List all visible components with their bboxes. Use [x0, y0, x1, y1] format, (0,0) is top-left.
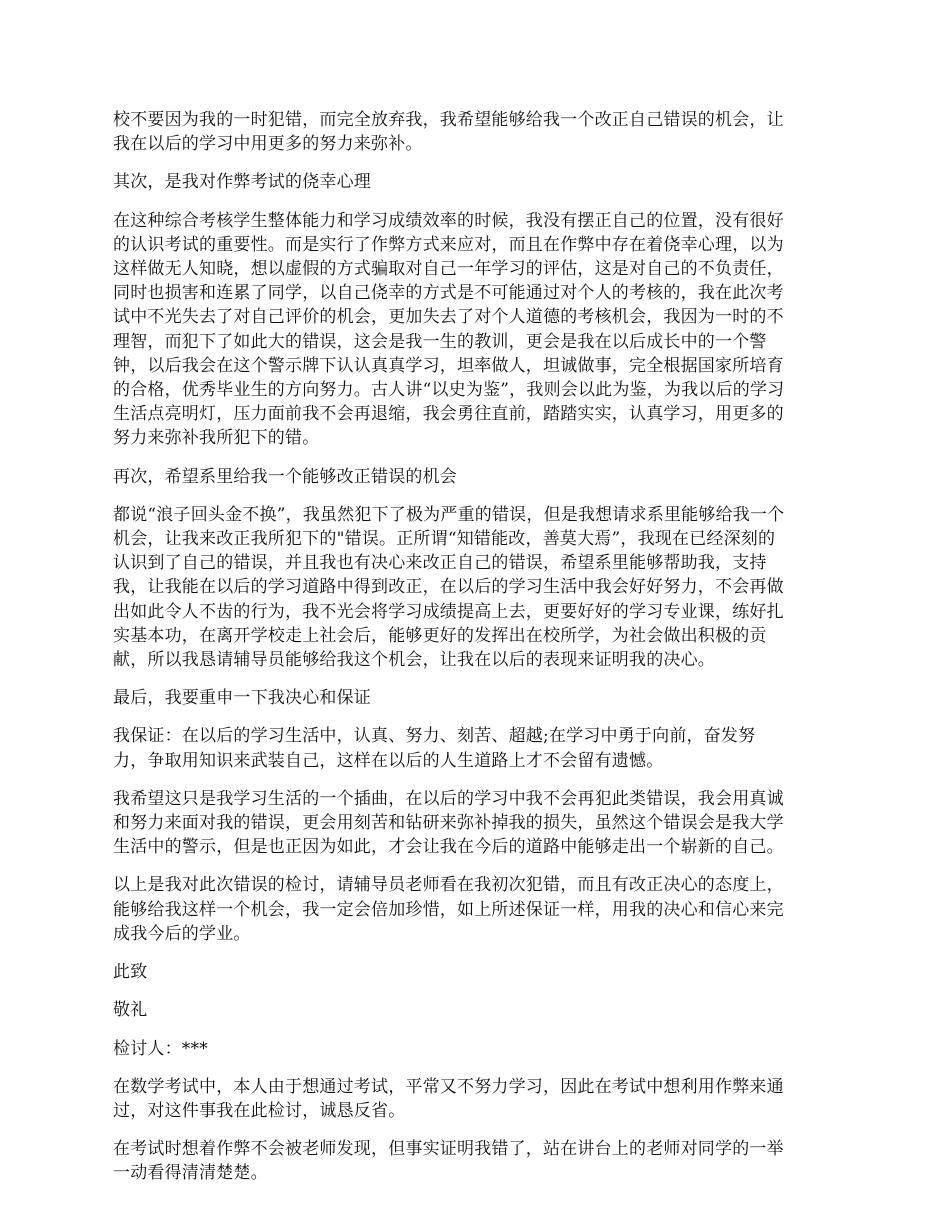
paragraph-continuation	[113, 108, 838, 156]
text-line: 生活点亮明灯，压力面前我不会再退缩，我会勇往直前，踏踏实实，认真学习，用更多的	[113, 404, 784, 425]
text-line: 机会，让我来改正我所犯下的"错误。正所谓“知错能改，善莫大焉”，我现在已经深刻的	[113, 529, 776, 550]
text-line: 在考试时想着作弊不会被老师发现，但事实证明我错了，站在讲台上的老师对同学的一举	[113, 1139, 784, 1160]
paragraph-hope	[113, 787, 838, 860]
text-line: 在数学考试中，本人由于想通过考试，平常又不努力学习，因此在考试中想利用作弊来通	[113, 1076, 784, 1097]
text-line: 献，所以我恳请辅导员能够给我这个机会，让我在以后的表现来证明我的决心。	[113, 650, 715, 671]
text-line: 实基本功，在离开学校走上社会后，能够更好的发挥出在校所学，为社会做出积极的贡	[113, 625, 767, 646]
closing-regards	[113, 998, 838, 1022]
paragraph-math-exam	[113, 1075, 838, 1123]
text-line: 努力来弥补我所犯下的错。	[113, 428, 320, 449]
section-heading-cheating-mentality	[113, 170, 838, 194]
text-line: 理智，而犯下了如此大的错误，这会是我一生的教训，更会是我在以后成长中的一个警	[113, 331, 767, 352]
signature-line	[113, 1037, 838, 1061]
text-line: 在这种综合考核学生整体能力和学习成绩效率的时候，我没有摆正自己的位置，没有很好	[113, 210, 784, 231]
text-line: 过，对这件事我在此检讨，诚恳反省。	[113, 1100, 406, 1121]
text-line: 力，争取用知识来武装自己，这样在以后的人生道路上才不会留有遗憾。	[113, 750, 664, 771]
text-line: 我保证：在以后的学习生活中，认真、努力、刻苦、超越;在学习中勇于向前，奋发努	[113, 726, 756, 747]
text-line: 都说“浪子回头金不换”，我虽然犯下了极为严重的错误，但是我想请求系里能够给我一个	[113, 504, 785, 525]
text-line: 我，让我能在以后的学习道路中得到改正，在以后的学习生活中我会好好努力，不会再做	[113, 577, 784, 598]
text-line: 我在以后的学习中用更多的努力来弥补。	[113, 134, 423, 155]
text-line: 的认识考试的重要性。而是实行了作弊方式来应对，而且在作弊中存在着侥幸心理，以为	[113, 234, 784, 255]
paragraph-cheating-reflection	[113, 209, 838, 451]
paragraph-promise	[113, 724, 838, 772]
text-line: 生活中的警示，但是也正因为如此，才会让我在今后的道路中能够走出一个崭新的自己。	[113, 837, 784, 858]
section-heading-promise	[113, 686, 838, 710]
section-heading-second-chance	[113, 465, 838, 489]
text-line: 校不要因为我的一时犯错，而完全放弃我，我希望能够给我一个改正自己错误的机会，让	[113, 110, 784, 130]
text-line: 试中不光失去了对自己评价的机会，更加失去了对个人道德的考核机会，我因为一时的不	[113, 307, 784, 328]
paragraph-conclusion	[113, 873, 838, 946]
text-line: 成我今后的学业。	[113, 923, 251, 944]
text-line: 出如此令人不齿的行为，我不光会将学习成绩提高上去，更要好好的学习专业课，练好扎	[113, 601, 784, 622]
text-line: 再次，希望系里给我一个能够改正错误的机会	[113, 466, 457, 487]
text-line: 一动看得清清楚楚。	[113, 1163, 268, 1184]
text-line: 敬礼	[113, 1000, 148, 1021]
text-line: 此致	[113, 962, 148, 983]
text-line: 其次，是我对作弊考试的侥幸心理	[113, 172, 371, 193]
text-line: 最后，我要重申一下我决心和保证	[113, 688, 371, 709]
closing-salutation	[113, 960, 838, 984]
text-line: 钟，以后我会在这个警示牌下认认真真学习，坦率做人，坦诚做事，完全根据国家所培育	[113, 355, 784, 376]
paragraph-request-chance	[113, 503, 838, 672]
text-line: 同时也损害和连累了同学，以自己侥幸的方式是不可能通过对个人的考核的，我在此次考	[113, 283, 784, 304]
text-line: 检讨人：***	[113, 1038, 208, 1059]
text-line: 这样做无人知晓，想以虚假的方式骗取对自己一年学习的评估，这是对自己的不负责任，	[113, 259, 784, 280]
text-line: 认识到了自己的错误，并且我也有决心来改正自己的错误，希望系里能够帮助我，支持	[113, 553, 767, 574]
text-line: 的合格，优秀毕业生的方向努力。古人讲“以史为鉴”，我则会以此为鉴，为我以后的学习	[113, 380, 785, 401]
document-body	[113, 108, 838, 1186]
text-line: 以上是我对此次错误的检讨，请辅导员老师看在我初次犯错，而且有改正决心的态度上，	[113, 875, 784, 896]
paragraph-teacher-noticed	[113, 1137, 838, 1185]
text-line: 我希望这只是我学习生活的一个插曲，在以后的学习中我不会再犯此类错误，我会用真诚	[113, 788, 784, 809]
text-line: 能够给我这样一个机会，我一定会倍加珍惜，如上所述保证一样，用我的决心和信心来完	[113, 899, 784, 920]
text-line: 和努力来面对我的错误，更会用刻苦和钻研来弥补掉我的损失，虽然这个错误会是我大学	[113, 813, 784, 834]
